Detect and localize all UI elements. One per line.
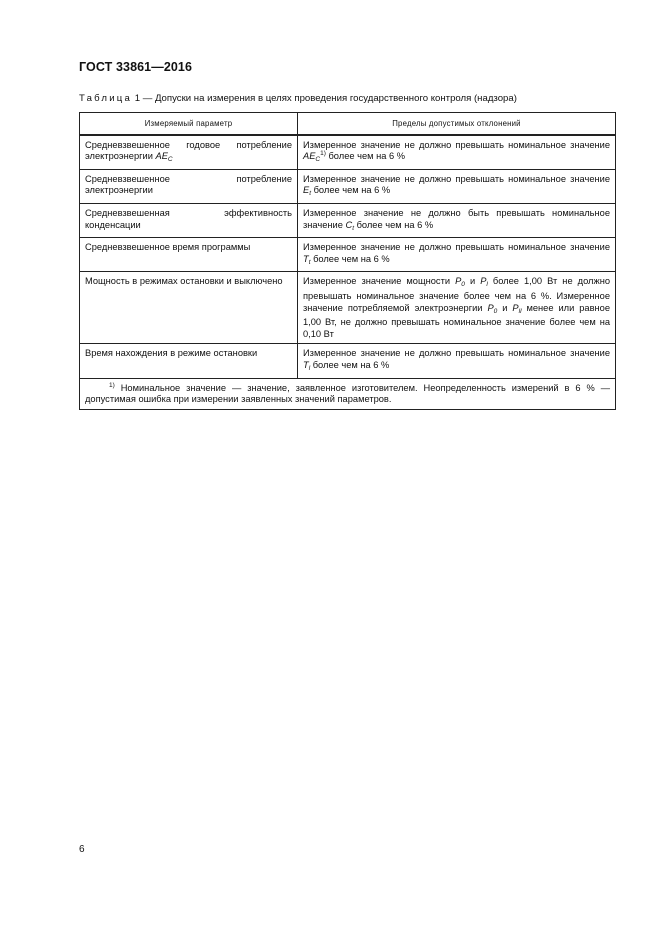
tolerance-text: и <box>497 302 513 313</box>
parameter-text: Средневзвешенная эффективность конденсации <box>85 207 292 230</box>
symbol-subscript: t <box>308 258 311 266</box>
tolerance-text: Измеренное значение не должно превышать номинальное значение <box>303 173 610 184</box>
footnote-row <box>80 378 616 409</box>
tolerance-text: и <box>464 276 481 287</box>
symbol-letter: P <box>512 302 519 313</box>
parameter-cell <box>80 272 298 344</box>
tolerance-text: более чем на 6 % <box>310 359 390 370</box>
footnote-reference: 1) <box>320 150 326 158</box>
tolerance-cell <box>298 238 616 272</box>
table-row <box>80 344 616 378</box>
symbol-letter: AE <box>155 151 168 162</box>
table-caption-text: — Допуски на измерения в целях проведения государственного контроля (надзора) <box>140 93 517 104</box>
table-caption-number: 1 <box>134 93 141 104</box>
table-row <box>80 169 616 203</box>
symbol <box>345 220 354 230</box>
parameter-cell <box>80 135 298 170</box>
symbol-letter: P <box>480 276 487 287</box>
table-header-row <box>80 113 616 135</box>
symbol-letter: T <box>303 359 309 370</box>
tolerance-text: Измеренное значение мощности <box>303 276 456 287</box>
symbol <box>487 303 497 313</box>
symbol <box>455 276 465 289</box>
parameter-text: Средневзвешенное время программы <box>85 242 251 253</box>
column-header-tolerance: Пределы допустимых отклонений <box>298 113 616 135</box>
symbol-letter: P <box>455 276 462 287</box>
symbol-letter: T <box>303 253 309 264</box>
symbol-letter: P <box>487 302 494 313</box>
parameter-cell <box>80 203 298 237</box>
tolerance-text: менее или равное 1,00 Вт, не должно превышать номинальное значение более чем на 0,10 Вт <box>303 302 611 339</box>
tolerance-cell <box>298 135 616 170</box>
parameter-text: Средневзвешенное потребление электроэнергии <box>85 173 292 196</box>
symbol <box>480 276 488 289</box>
footnote-text: Номинальное значение — значение, заявленное изготовителем. Неопределенность измерений в 6 % — допустимая ошибка при измерении заявленных значений параметров. <box>85 382 610 405</box>
tolerance-table <box>79 112 616 410</box>
tolerance-text: Измеренное значение не должно превышать номинальное значение <box>303 139 610 150</box>
symbol-subscript: l <box>486 281 488 289</box>
symbol-subscript: 0 <box>461 281 465 289</box>
tolerance-cell <box>298 344 616 378</box>
footnote-marker: 1) <box>109 381 115 389</box>
symbol-subscript: t <box>352 224 354 232</box>
tolerance-text: более чем на 6 % <box>310 253 390 264</box>
symbol <box>303 151 321 164</box>
parameter-cell <box>80 344 298 378</box>
symbol-subscript: l <box>308 364 311 372</box>
symbol-subscript: 0 <box>493 307 498 315</box>
parameter-text: Время нахождения в режиме остановки <box>85 348 258 359</box>
table-row <box>80 272 616 344</box>
tolerance-text: более 1,00 Вт не должно превышать номинальное значение более чем на 6 %. Измеренное значение потребляемой электроэнергии <box>303 276 610 313</box>
footnote-cell <box>80 378 616 409</box>
document-header: ГОСТ 33861—2016 <box>79 60 193 74</box>
tolerance-cell <box>298 203 616 237</box>
tolerance-text: Измеренное значение не должно превышать номинальное значение <box>303 348 610 359</box>
parameter-text: Мощность в режимах остановки и выключено <box>85 276 283 287</box>
symbol <box>512 303 521 313</box>
tolerance-text: более чем на 6 % <box>311 185 391 196</box>
table-row <box>80 135 616 170</box>
column-header-parameter: Измеряемый параметр <box>80 113 298 135</box>
tolerance-text: более чем на 6 % <box>325 151 406 162</box>
symbol-letter: C <box>345 219 353 230</box>
symbol-subscript: C <box>167 156 173 164</box>
symbol <box>155 151 173 164</box>
symbol-letter: AE <box>303 151 316 162</box>
symbol-subscript: C <box>315 156 321 164</box>
page-number: 6 <box>79 844 85 855</box>
table-caption-label: Таблица <box>79 93 133 104</box>
parameter-text: Средневзвешенное годовое потребление электроэнергии <box>85 139 292 162</box>
table-caption <box>79 93 517 104</box>
symbol <box>303 254 311 264</box>
symbol-subscript: t <box>309 190 312 198</box>
symbol <box>303 185 312 198</box>
tolerance-text: более чем на 6 % <box>354 219 434 230</box>
tolerance-text: Измеренное значение не должно быть превышать номинальное значение <box>303 207 610 230</box>
parameter-cell <box>80 169 298 203</box>
parameter-cell <box>80 238 298 272</box>
tolerance-text: Измеренное значение не должно превышать номинальное значение <box>303 242 610 253</box>
table-row <box>80 203 616 237</box>
symbol-subscript: ll <box>518 307 522 315</box>
tolerance-cell <box>298 272 616 344</box>
table-row <box>80 238 616 272</box>
symbol-letter: E <box>303 185 310 196</box>
tolerance-cell <box>298 169 616 203</box>
